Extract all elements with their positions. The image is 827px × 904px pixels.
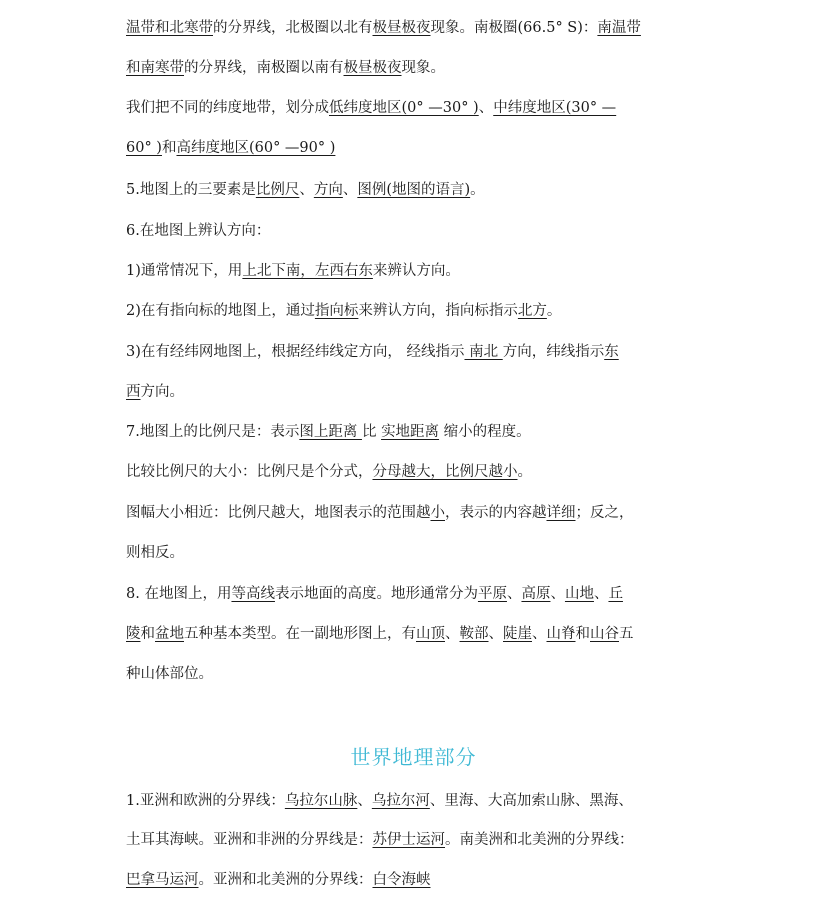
text-segment: 、 (550, 586, 565, 602)
text-line (126, 541, 184, 565)
text-segment: 种山体部位。 (126, 666, 213, 682)
underlined-answer: 苏伊士运河 (372, 832, 445, 848)
text-line (126, 582, 623, 606)
text-line (126, 460, 532, 484)
underlined-answer: 比例尺 (255, 182, 300, 198)
underlined-answer: 详细 (546, 505, 576, 521)
text-segment: 比 (361, 424, 382, 440)
text-line (126, 622, 634, 646)
underlined-answer: 鞍部 (459, 626, 489, 642)
text-segment: 的分界线，北极圈以北有 (213, 20, 373, 36)
underlined-answer: 北方 (517, 303, 547, 319)
underlined-answer: 盆地 (155, 626, 184, 642)
text-segment: 和 (161, 140, 177, 156)
text-segment: 、 (445, 626, 460, 642)
text-segment: 、 (357, 793, 372, 809)
text-segment: 和 (140, 626, 155, 642)
text-segment: 方向，纬线指示 (502, 344, 605, 360)
text-segment: 方向。 (140, 384, 184, 400)
text-segment: 。亚洲和北美洲的分界线： (198, 872, 373, 888)
text-line (126, 662, 213, 686)
text-segment: 3)在有经纬网地图上，根据经纬线定方向， 经线指示 (126, 344, 465, 360)
underlined-answer: 等高线 (231, 586, 275, 602)
underlined-answer: 极昼极夜 (372, 20, 431, 36)
underlined-answer: 白令海峡 (372, 872, 431, 888)
text-segment: 、 (506, 586, 522, 602)
underlined-answer: 和南寒带 (126, 60, 184, 76)
text-segment: 。 (546, 303, 562, 319)
text-segment: 1.亚洲和欧洲的分界线： (126, 793, 285, 809)
text-line (126, 96, 616, 120)
underlined-answer: 图上距离 (299, 424, 362, 440)
text-segment: 。 (470, 182, 485, 198)
text-line (126, 136, 335, 160)
text-segment: 五 (619, 626, 634, 642)
underlined-answer: 南北 (464, 344, 503, 360)
underlined-answer: 小 (430, 505, 445, 521)
underlined-answer: 图例(地图的语言) (357, 182, 471, 198)
underlined-answer: 巴拿马运河 (126, 872, 199, 888)
text-line (126, 789, 633, 813)
text-line (126, 380, 184, 404)
text-line (126, 828, 634, 852)
text-segment: 、 (593, 586, 609, 602)
text-segment: 6.在地图上辨认方向： (126, 223, 271, 239)
text-segment: 、 (488, 626, 503, 642)
text-segment: 、里海、大高加索山脉、黑海、 (429, 793, 633, 809)
text-segment: 表示地面的高度。地形通常分为 (274, 586, 478, 602)
underlined-answer: 山地 (564, 586, 594, 602)
underlined-answer: 平原 (477, 586, 507, 602)
underlined-answer: 南温带 (597, 20, 641, 36)
text-segment: 则相反。 (126, 545, 184, 561)
text-line (126, 219, 270, 243)
underlined-answer: 西 (126, 384, 141, 400)
text-segment: 五种基本类型。在一副地形图上，有 (184, 626, 416, 642)
text-segment: 比较比例尺的大小：比例尺是个分式， (126, 464, 373, 480)
text-segment: 我们把不同的纬度地带，划分成 (126, 100, 329, 116)
underlined-answer: 60° ) (126, 140, 162, 156)
text-segment: 。南美洲和北美洲的分界线： (445, 832, 634, 848)
underlined-answer: 丘 (608, 586, 623, 602)
underlined-answer: 极昼极夜 (343, 60, 402, 76)
text-segment: 和 (575, 626, 590, 642)
text-line (126, 501, 634, 525)
text-line (126, 340, 619, 364)
underlined-answer: 高纬度地区(60° —90° ) (176, 140, 336, 156)
underlined-answer: 山脊 (546, 626, 576, 642)
text-segment: 、 (478, 100, 494, 116)
text-segment: 、 (342, 182, 358, 198)
text-line (126, 56, 445, 80)
underlined-answer: 上北下南，左西右东 (242, 263, 373, 279)
underlined-answer: 温带和北寒带 (126, 20, 213, 36)
underlined-answer: 山谷 (590, 626, 619, 642)
underlined-answer: 山顶 (416, 626, 445, 642)
underlined-answer: 指向标 (314, 303, 359, 319)
text-segment: 5.地图上的三要素是 (126, 182, 256, 198)
text-segment: 图幅大小相近：比例尺越大，地图表示的范围越 (126, 505, 431, 521)
text-segment: 1)通常情况下，用 (126, 263, 243, 279)
underlined-answer: 方向 (313, 182, 343, 198)
text-segment: 、 (532, 626, 547, 642)
text-segment: 现象。 (401, 60, 445, 76)
underlined-answer: 乌拉尔山脉 (284, 793, 358, 809)
text-line (126, 16, 641, 40)
text-segment: 的分界线，南极圈以南有 (184, 60, 344, 76)
text-segment: 8. 在地图上，用 (126, 586, 232, 602)
section-heading: 世界地理部分 (350, 745, 477, 769)
text-line (126, 178, 485, 202)
underlined-answer: 高原 (521, 586, 551, 602)
text-segment: ，表示的内容越 (445, 505, 547, 521)
underlined-answer: 分母越大，比例尺越小 (372, 464, 518, 480)
text-segment: 2)在有指向标的地图上，通过 (126, 303, 315, 319)
underlined-answer: 实地距离 (381, 424, 440, 440)
underlined-answer: 中纬度地区(30° — (493, 100, 617, 116)
text-segment: 来辨认方向。 (372, 263, 460, 279)
text-segment: ；反之， (575, 505, 634, 521)
text-line (126, 420, 531, 444)
text-segment: 来辨认方向，指向标指示 (358, 303, 518, 319)
text-segment: 。 (517, 464, 532, 480)
underlined-answer: 东 (604, 344, 619, 360)
text-segment: 、 (299, 182, 314, 198)
underlined-answer: 陵 (126, 626, 141, 642)
text-segment: 现象。南极圈(66.5° S)： (430, 20, 598, 36)
text-line (126, 868, 431, 892)
underlined-answer: 低纬度地区(0° —30° ) (329, 100, 479, 116)
text-segment: 缩小的程度。 (439, 424, 531, 440)
text-line (126, 299, 561, 323)
underlined-answer: 乌拉尔河 (371, 793, 430, 809)
underlined-answer: 陡崖 (503, 626, 532, 642)
text-segment: 7.地图上的比例尺是：表示 (126, 424, 300, 440)
text-segment: 土耳其海峡。亚洲和非洲的分界线是： (126, 832, 373, 848)
text-line (126, 259, 460, 283)
